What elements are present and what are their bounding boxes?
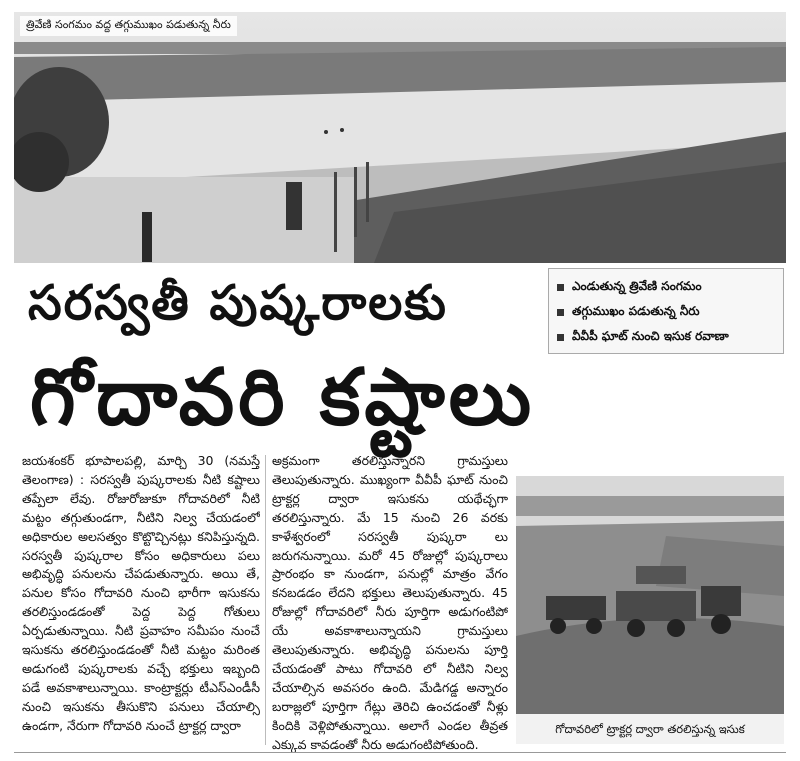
highlights-box: [548, 268, 784, 354]
page-bottom-rule: [14, 752, 786, 753]
headline-line-2: గోదావరి కష్టాలు: [30, 353, 536, 443]
tractors-photo: [516, 476, 784, 714]
highlight-item: [557, 325, 775, 350]
bullet-square-icon: [557, 284, 564, 291]
highlight-text: తగ్గుముఖం పడుతున్న నీరు: [572, 304, 700, 318]
column-divider: [265, 455, 266, 745]
bullet-square-icon: [557, 334, 564, 341]
highlight-text: ఎండుతున్న త్రివేణి సంగమం: [572, 279, 702, 293]
riverbed-photo: [14, 12, 786, 263]
highlight-text: వీవీపీ ఘాట్ నుంచి ఇసుక రవాణా: [572, 329, 729, 343]
headline-line-1: సరస్వతీ పుష్కరాలకు: [28, 275, 448, 331]
highlight-item: [557, 275, 775, 300]
bottom-photo-caption: గోదావరిలో ట్రాక్టర్ల ద్వారా తరలిస్తున్న ఇసుక: [516, 714, 784, 744]
article-column-1: జయశంకర్ భూపాలపల్లి, మార్చి 30 (నమస్తే తెలంగాణ) : సరస్వతీ పుష్కరాలకు నీటి కష్టాలు తప్పేలా లేవు. రోజురోజుకూ గోదావరిలో నీటి మట్టం తగ్గుతుండగా, నీటిని నిల్వ చేయడంలో అధికారుల అలసత్వం కొట్టొచ్చినట్లు కనిపిస్తున్నది. సరస్వతీ పుష్కరాల కోసం అధికారులు పలు అభివృద్ధి పనులను చేపడుతున్నారు. అయి తే, పనుల కోసం గోదావరి నుంచి భారీగా ఇసుకను తరలిస్తుండడంతో పెద్ద పెద్ద గోతులు ఏర్పడుతున్నాయి. నీటి ప్రవాహం సమీపం నుంచే ఇసుకను తరలిస్తుండడంతో నీటి మట్టం మరింత అడుగంటి పుష్కరాలకు వచ్చే భక్తులు ఇబ్బంది పడే అవకాశాలున్నాయి. కాంట్రాక్టర్లు టీఎస్ఎండీసీ నుంచి ఇసుకను తీసుకొని పనులు చేయాల్సి ఉండగా, నేరుగా గోదావరి నుంచే ట్రాక్టర్ల ద్వారా: [22, 453, 260, 733]
highlight-item: [557, 300, 775, 325]
top-photo-caption: త్రివేణి సంగమం వద్ద తగ్గుముఖం పడుతున్న నీరు: [20, 16, 237, 36]
bullet-square-icon: [557, 309, 564, 316]
article-column-2: అక్రమంగా తరలిస్తున్నారని గ్రామస్తులు తెలుపుతున్నారు. ముఖ్యంగా వీవీపీ ఘాట్ నుంచి ట్రాక్టర్ల ద్వారా ఇసుకను యథేచ్ఛగా తరలిస్తున్నారు. మే 15 నుంచి 26 వరకు కాళేశ్వరంలో సరస్వతీ పుష్కరా లు జరుగనున్నాయి. మరో 45 రోజుల్లో పుష్కరాలు ప్రారంభం కా నుండగా, పనుల్లో మాత్రం వేగం కనబడడం లేదని భక్తులు తెలుపుతున్నారు. 45 రోజుల్లో గోదావరిలో నీరు పూర్తిగా అడుగంటిపో యే అవకాశాలున్నాయని గ్రామస్తులు తెలుపుతున్నారు. అభివృద్ధి పనులను పూర్తి చేయడంతో పాటు గోదావరి లో నీటిని నిల్వ చేయాల్సిన అవసరం ఉంది. మేడిగడ్డ అన్నారం బరాజ్లలో పూర్తిగా గేట్లు తెరిచి ఉంచడంతో నీళ్లు కిందికి వెళ్లిపోతున్నాయి. అలాగే ఎండల తీవ్రత ఎక్కువ కావడంతో నీరు అడుగంటిపోతుంది.: [272, 453, 508, 752]
